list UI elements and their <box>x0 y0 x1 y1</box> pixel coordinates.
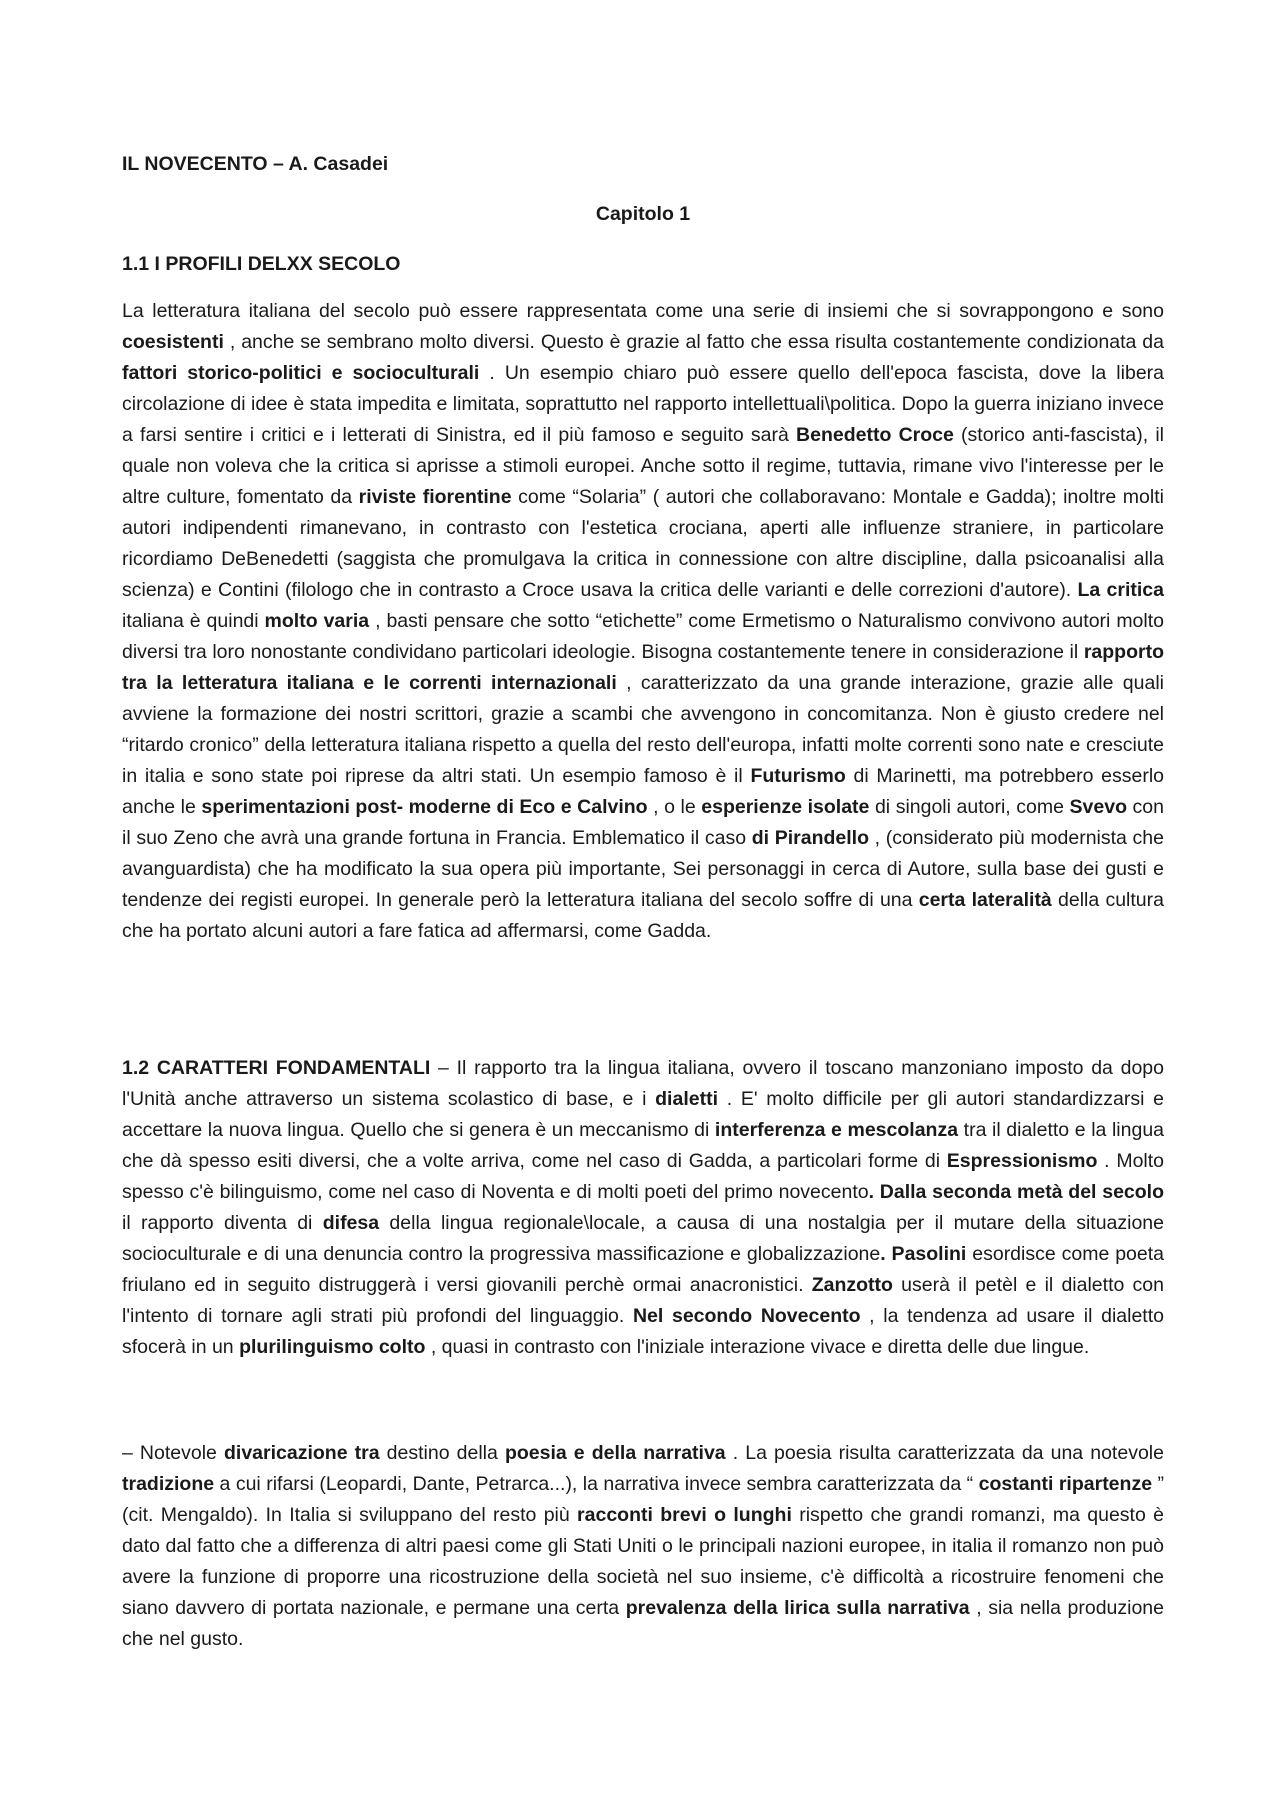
text-run: come “Solaria” ( autori che collaboravano: Montale e Gadda); inoltre molti autori indipendenti rimanevano, in contrasto con l'estetica crociana, aperti alle influenze straniere, in particolare ricordiamo DeBenedetti (saggista che promulgava la critica in connessione con altre discipline, dalla psicoanalisi alla scienza) e Contini (filologo che in contrasto a Croce usava la critica delle varianti e delle correzioni d'autore). <box>122 486 1164 601</box>
text-run: , basti pensare che sotto “etichette” come Ermetismo o Naturalismo convivono autori molto diversi tra loro nonostante condividano particolari ideologie. Bisogna costantemente tenere in considerazione il <box>122 610 1164 663</box>
bold-text: racconti brevi o lunghi <box>577 1504 792 1526</box>
bold-text: divaricazione tra <box>224 1442 380 1464</box>
text-run: con il suo Zeno che avrà una grande fortuna in Francia. Emblematico il caso <box>122 796 1164 849</box>
bold-text: tradizione <box>122 1473 215 1495</box>
bold-text: La critica <box>1077 579 1164 601</box>
text-run: di singoli autori, come <box>869 796 1070 818</box>
text-run: , sia nella produzione che nel gusto. <box>122 1597 1165 1650</box>
text-run: . Un esempio chiaro può essere quello dell'epoca fascista, dove la libera circolazione di idee è stata impedita e limitata, soprattutto nel rapporto intellettuali\politica. Dopo la guerra iniziano invece a farsi sentire i critici e i letterati di Sinistra, ed il più famoso e seguito sarà <box>122 362 1165 446</box>
text-run: della cultura che ha portato alcuni autori a fare fatica ad affermarsi, come Gadda. <box>122 889 1164 942</box>
text-run: di Marinetti, ma potrebbero esserlo anche le <box>122 765 1164 818</box>
bold-text: plurilinguismo colto <box>239 1336 426 1358</box>
text-run: , (considerato più modernista che avanguardista) che ha modificato la sua opera più importante, Sei personaggi in cerca di Autore, sulla base dei gusti e tendenze dei registi europei. In generale però la letteratura italiana del secolo soffre di una <box>122 827 1164 911</box>
bold-text: dialetti <box>655 1088 718 1110</box>
text-run: destino della <box>379 1442 505 1464</box>
bold-text: Futurismo <box>750 765 846 787</box>
bold-text: 1.2 CARATTERI FONDAMENTALI <box>122 1057 431 1079</box>
text-run: , anche se sembrano molto diversi. Questo è grazie al fatto che essa risulta costantemente condizionata da <box>223 331 1164 353</box>
text-run: , la tendenza ad usare il dialetto sfocerà in un <box>122 1305 1164 1358</box>
bold-text: sperimentazioni post- moderne di Eco e Calvino <box>201 796 648 818</box>
bold-text: Nel secondo Novecento <box>632 1305 861 1327</box>
text-run: , caratterizzato da una grande interazione, grazie alle quali avviene la formazione dei nostri scrittori, grazie a scambi che avvengono in concomitanza. Non è giusto credere nel “ritardo cronico” della letteratura italiana rispetto a quella del resto dell'europa, infatti molte correnti sono nate e cresciute in italia e sono state poi riprese da altri stati. Un esempio famoso è il <box>122 672 1164 787</box>
text-run: – Il rapporto tra la lingua italiana, ovvero il toscano manzoniano imposto da dopo l'Unità anche attraverso un sistema scolastico di base, e i <box>122 1057 1164 1110</box>
bold-text: . Dalla seconda metà del secolo <box>868 1181 1164 1203</box>
bold-text: costanti ripartenze <box>978 1473 1153 1495</box>
paragraph-profili <box>122 296 1164 947</box>
bold-text: certa lateralità <box>918 889 1052 911</box>
text-run: esordisce come poeta friulano ed in seguito distruggerà i versi giovanili perchè ormai anacronistici. <box>122 1243 1164 1296</box>
paragraph-caratteri <box>122 1053 1164 1363</box>
text-run: della lingua regionale\locale, a causa di una nostalgia per il mutare della situazione socioculturale e di una denuncia contro la progressiva massificazione e globalizzazione <box>122 1212 1164 1265</box>
text-run: . La poesia risulta caratterizzata da una notevole <box>725 1442 1164 1464</box>
paragraph-poesia-narrativa <box>122 1438 1164 1655</box>
text-run: La letteratura italiana del secolo può essere rappresentata come una serie di insiemi che si sovrappongono e sono <box>122 300 1164 322</box>
text-run: . E' molto difficile per gli autori standardizzarsi e accettare la nuova lingua. Quello che si genera è un meccanismo di <box>122 1088 1164 1141</box>
text-run: userà il petèl e il dialetto con l'intento di tornare agli strati più profondi del linguaggio. <box>122 1274 1164 1327</box>
text-run: il rapporto diventa di <box>122 1212 323 1234</box>
text-run: – Notevole <box>122 1442 224 1464</box>
text-run: italiana è quindi <box>122 610 265 632</box>
text-run: (storico anti-fascista), il quale non voleva che la critica si aprisse a stimoli europei. Anche sotto il regime, tuttavia, rimane vivo l'interesse per le altre culture, fomentato da <box>122 424 1164 508</box>
text-run: . Molto spesso c'è bilinguismo, come nel caso di Noventa e di molti poeti del primo novecento <box>122 1150 1165 1203</box>
bold-text: Zanzotto <box>811 1274 893 1296</box>
text-run: a cui rifarsi (Leopardi, Dante, Petrarca...), la narrativa invece sembra caratterizzata da “ <box>214 1473 979 1495</box>
bold-text: esperienze isolate <box>701 796 870 818</box>
document-title: IL NOVECENTO – A. Casadei <box>122 153 389 175</box>
bold-text: fattori storico-politici e socioculturali <box>122 362 480 384</box>
bold-text: . Pasolini <box>880 1243 967 1265</box>
text-run: ” (cit. Mengaldo). In Italia si sviluppano del resto più <box>122 1473 1164 1526</box>
section-heading: 1.1 I PROFILI DELXX SECOLO <box>122 253 401 275</box>
text-run: rispetto che grandi romanzi, ma questo è dato dal fatto che a differenza di altri paesi come gli Stati Uniti o le principali nazioni europee, in italia il romanzo non può avere la funzione di proporre una ricostruzione della società nel suo insieme, c'è difficoltà a ricostruire fenomeni che siano davvero di portata nazionale, e permane una certa <box>122 1504 1164 1619</box>
bold-text: difesa <box>322 1212 380 1234</box>
bold-text: di Pirandello <box>751 827 870 849</box>
bold-text: riviste fiorentine <box>358 486 512 508</box>
bold-text: Espressionismo <box>946 1150 1098 1172</box>
bold-text: molto varia <box>264 610 370 632</box>
bold-text: prevalenza della lirica sulla narrativa <box>625 1597 970 1619</box>
text-run: , quasi in contrasto con l'iniziale interazione vivace e diretta delle due lingue. <box>425 1336 1090 1358</box>
bold-text: Benedetto Croce <box>796 424 954 446</box>
bold-text: poesia e della narrativa <box>504 1442 726 1464</box>
text-run: tra il dialetto e la lingua che dà spesso esiti diversi, che a volte arriva, come nel caso di Gadda, a particolari forme di <box>122 1119 1165 1172</box>
chapter-heading: Capitolo 1 <box>595 203 691 225</box>
bold-text: interferenza e mescolanza <box>714 1119 959 1141</box>
bold-text: Svevo <box>1069 796 1127 818</box>
text-run: , o le <box>647 796 702 818</box>
bold-text: coesistenti <box>122 331 224 353</box>
bold-text: rapporto tra la letteratura italiana e le correnti internazionali <box>122 641 1164 694</box>
